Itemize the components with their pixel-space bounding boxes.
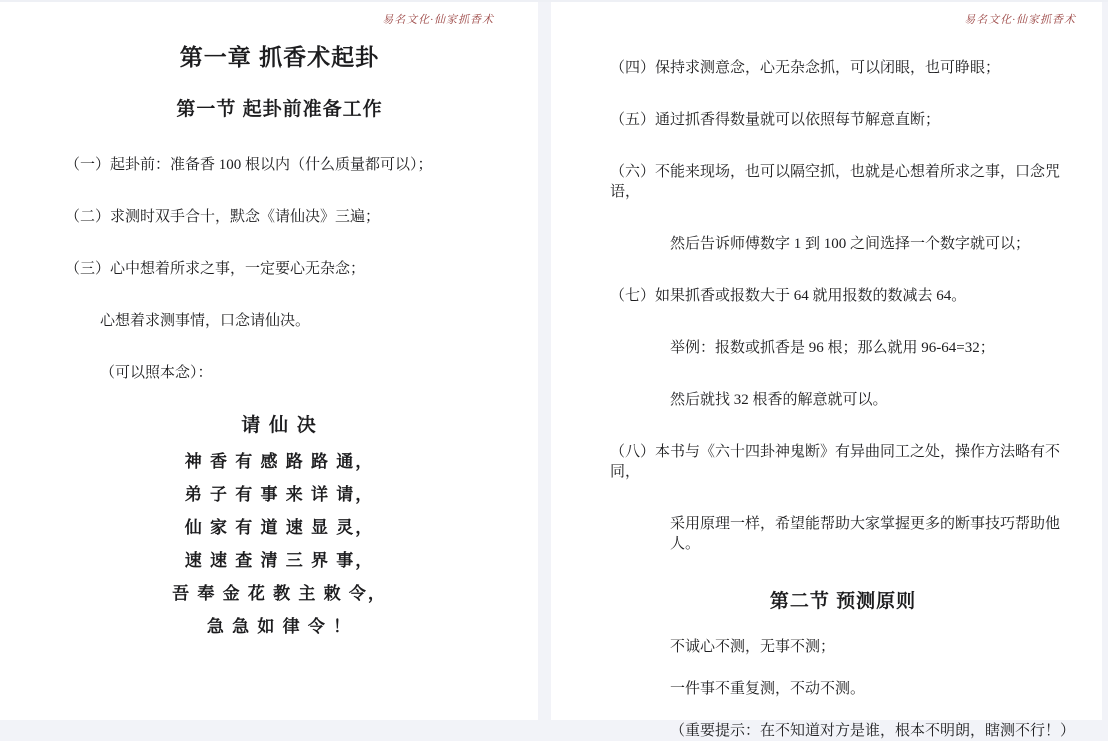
text-line-poem: 神 香 有 感 路 路 通，	[184, 452, 375, 471]
text-line-poem: 急 急 如 律 令 ！	[206, 617, 353, 636]
text-line-item: （三）心中想着所求之事，一定要心无杂念；	[65, 261, 366, 277]
page-body-left	[65, 42, 494, 637]
document-page-right	[551, 2, 1105, 739]
page-gutter	[538, 2, 551, 720]
text-line-poem: 吾 奉 金 花 教 主 敕 令，	[172, 584, 387, 603]
text-line-item: （一）起卦前：准备香 100 根以内（什么质量都可以）；	[65, 157, 433, 173]
text-line-section-title: 第一节 起卦前准备工作	[176, 99, 383, 120]
text-line-item: （六）不能来现场，也可以隔空抓，也就是心想着所求之事，口念咒语，	[610, 164, 1061, 200]
text-line-cont: 心想着求测事情，口念请仙决。	[100, 313, 311, 329]
text-line-plain: 一件事不重复测，不动不测。	[670, 681, 866, 697]
text-line-cont: 举例：报数或抓香是 96 根；那么就用 96-64=32；	[670, 340, 995, 356]
document-page-left	[0, 2, 538, 720]
text-line-item: （四）保持求测意念，心无杂念抓，可以闭眼，也可睁眼；	[610, 60, 1001, 76]
page-header-right: 易名文化·仙家抓香术	[964, 14, 1076, 26]
page-header-left: 易名文化·仙家抓香术	[382, 14, 494, 26]
text-line-item: （五）通过抓香得数量就可以依照每节解意直断；	[610, 112, 941, 128]
text-line-poem: 仙 家 有 道 速 显 灵，	[184, 518, 375, 537]
text-line-cont: 采用原理一样，希望能帮助大家掌握更多的断事技巧帮助他人。	[670, 516, 1061, 552]
text-line-chapter-title: 第一章 抓香术起卦	[179, 44, 380, 70]
text-line-poem-title: 请 仙 决	[241, 415, 318, 436]
text-line-plain: （重要提示：在不知道对方是谁，根本不明朗，瞎测不行！）	[670, 723, 1076, 739]
text-line-item: （二）求测时双手合十，默念《请仙决》三遍；	[65, 209, 381, 225]
text-line-item: （七）如果抓香或报数大于 64 就用报数的数减去 64。	[610, 288, 967, 304]
text-line-poem: 弟 子 有 事 来 详 请，	[184, 485, 375, 504]
text-line-cont: 然后告诉师傅数字 1 到 100 之间选择一个数字就可以；	[670, 236, 1031, 252]
text-line-cont: 然后就找 32 根香的解意就可以。	[670, 392, 888, 408]
text-line-plain: 不诚心不测，无事不测；	[670, 639, 836, 655]
page-body-right	[610, 58, 1076, 741]
text-line-poem: 速 速 查 清 三 界 事，	[184, 551, 375, 570]
text-line-item: （八）本书与《六十四卦神鬼断》有异曲同工之处，操作方法略有不同，	[610, 444, 1061, 480]
text-line-cont: （可以照本念）：	[100, 365, 213, 381]
text-line-section-title: 第二节 预测原则	[769, 591, 917, 612]
